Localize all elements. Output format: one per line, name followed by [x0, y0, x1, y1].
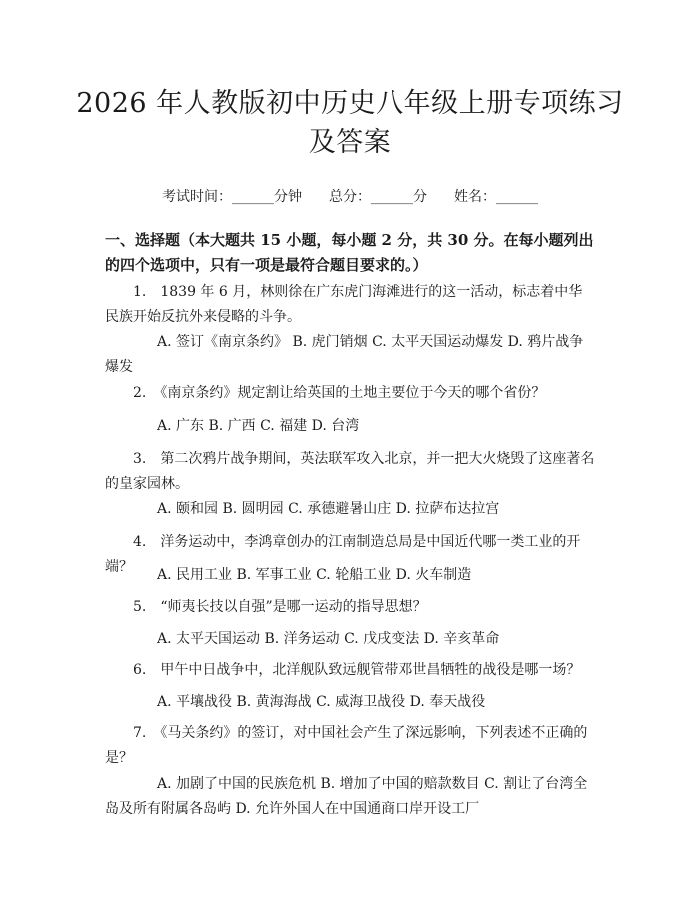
question-options: A. 签订《南京条约》 B. 虎门销烟 C. 太平天国运动爆发 D. 鸦片战争爆发: [105, 334, 584, 375]
exam-title-line1: 2026 年人教版初中历史八年级上册专项练习: [76, 88, 624, 119]
question-options: A. 颐和园 B. 圆明园 C. 承德避暑山庄 D. 拉萨布达拉宫: [157, 501, 500, 517]
exam-info-line: [0, 187, 700, 207]
exam-title: [0, 0, 700, 162]
question-stem: 7. 《马关条约》的签订，对中国社会产生了深远影响，下列表述不正确的是？: [105, 725, 588, 766]
total-score-field: 总分：______分: [329, 189, 427, 205]
question-options: A. 平壤战役 B. 黄海海战 C. 威海卫战役 D. 奉天战役: [157, 694, 486, 710]
exam-time-field: 考试时间：______分钟: [162, 189, 302, 205]
question-options: A. 民用工业 B. 军事工业 C. 轮船工业 D. 火车制造: [157, 567, 472, 583]
question-options: A. 太平天国运动 B. 洋务运动 C. 戊戌变法 D. 辛亥革命: [157, 631, 500, 647]
student-name-field: 姓名：______: [454, 189, 538, 205]
question-stem: 4. 洋务运动中，李鸿章创办的江南制造总局是中国近代哪一类工业的开端？: [105, 534, 581, 575]
section-heading: 一、选择题（本大题共 15 小题，每小题 2 分，共 30 分。在每小题列出的四个选项中，只有一项是最符合题目要求的。）: [105, 231, 594, 274]
question-stem: 5. “师夷长技以自强”是哪一运动的指导思想？: [133, 599, 427, 615]
question-stem: 2. 《南京条约》规定割让给英国的土地主要位于今天的哪个省份？: [133, 385, 546, 401]
question-stem: 1. 1839 年 6 月，林则徐在广东虎门海滩进行的这一活动，标志着中华民族开始反抗外来侵略的斗争。: [105, 284, 583, 325]
question-stem: 3. 第二次鸦片战争期间，英法联军攻入北京，并一把大火烧毁了这座著名的皇家园林。: [105, 451, 595, 492]
question-options: A. 加剧了中国的民族危机 B. 增加了中国的赔款数目 C. 割让了台湾全岛及所有附属各岛屿 D. 允许外国人在中国通商口岸开设工厂: [105, 776, 588, 817]
question-options: A. 广东 B. 广西 C. 福建 D. 台湾: [157, 418, 360, 434]
question-stem: 6. 甲午中日战争中，北洋舰队致远舰管带邓世昌牺牲的战役是哪一场？: [133, 662, 581, 678]
exam-title-line2: 及答案: [308, 127, 392, 158]
